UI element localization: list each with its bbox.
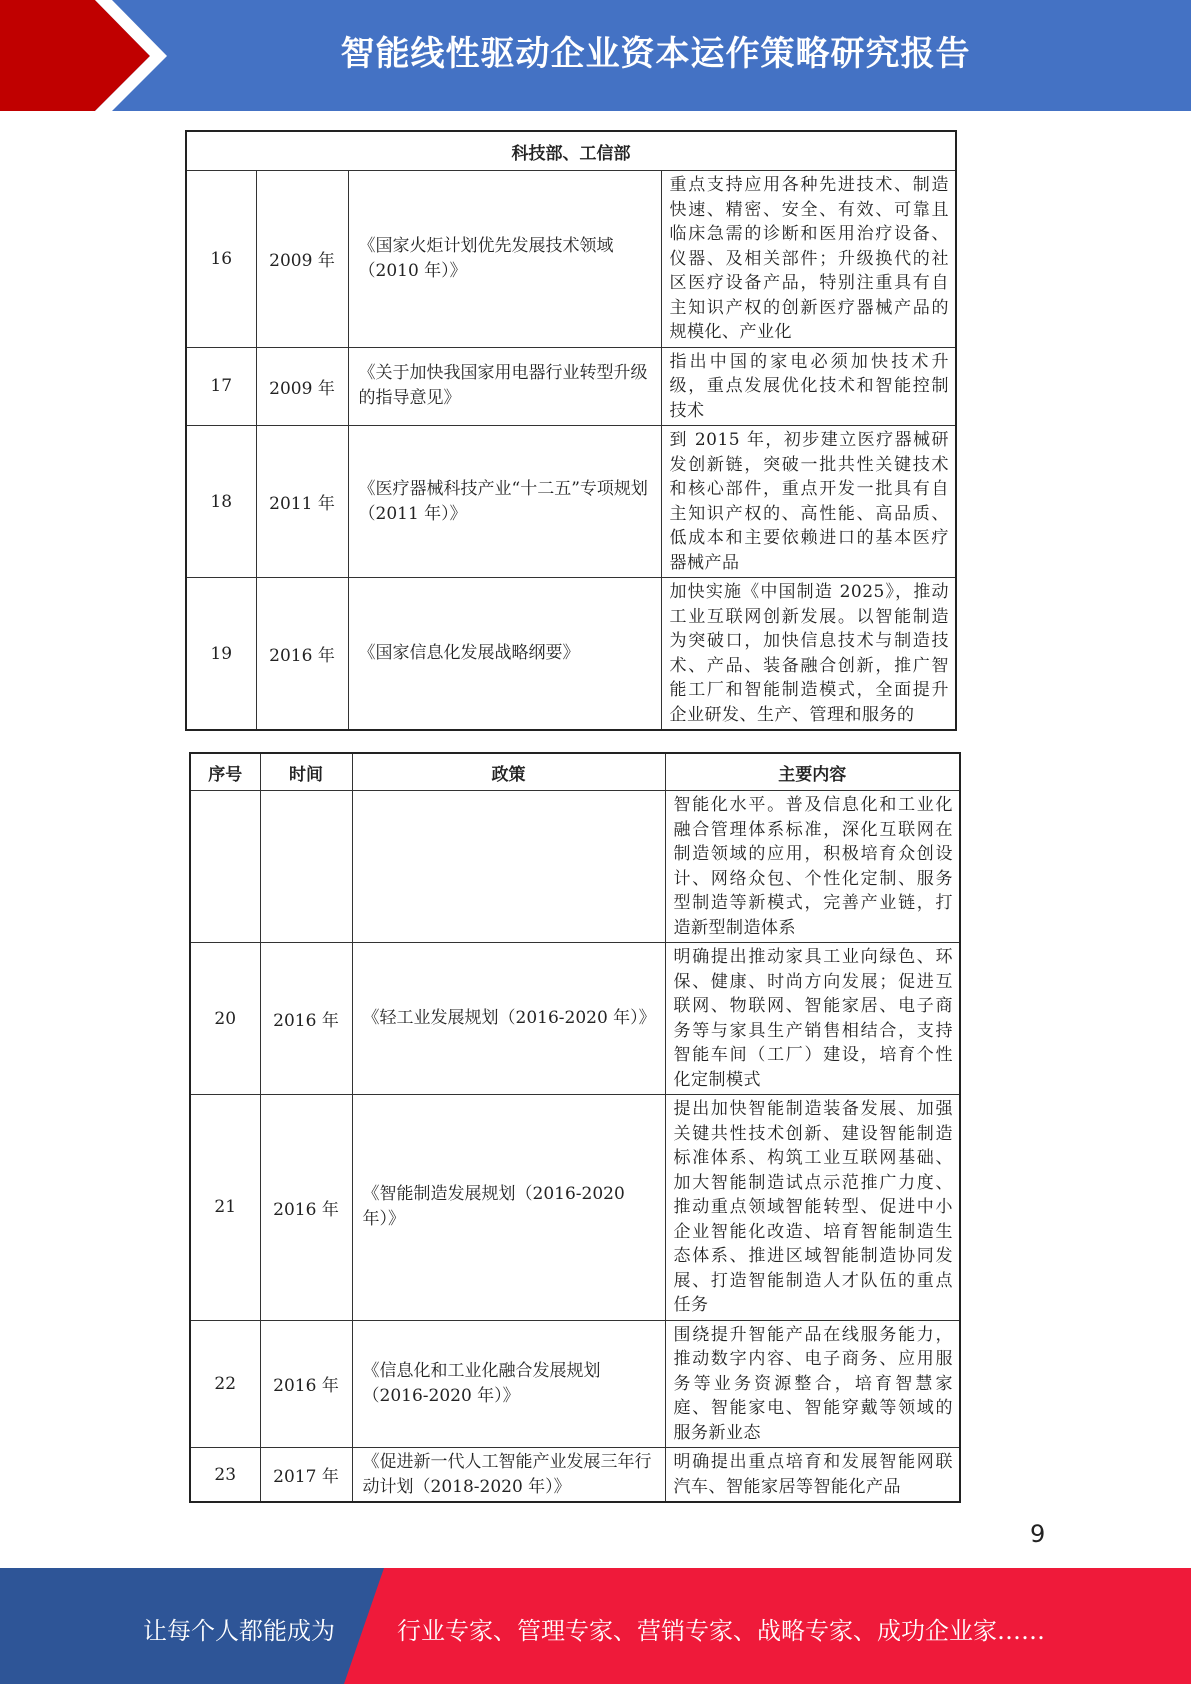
row-number: 23	[190, 1448, 260, 1503]
row-time: 2011 年	[256, 426, 348, 578]
row-number: 17	[186, 347, 256, 426]
row-content: 提出加快智能制造装备发展、加强关键共性技术创新、建设智能制造标准体系、构筑工业互联网基础、加大智能制造试点示范推广力度、推动重点领域智能转型、促进中小企业智能化改造、培育智能制造生态体系、推进区域智能制造协同发展、打造智能制造人才队伍的重点任务	[665, 1095, 960, 1321]
row-time: 2016 年	[256, 578, 348, 731]
row-number: 18	[186, 426, 256, 578]
row-policy: 《信息化和工业化融合发展规划（2016-2020 年）》	[352, 1320, 665, 1448]
table-row	[190, 1320, 960, 1448]
row-number: 22	[190, 1320, 260, 1448]
row-content: 到 2015 年，初步建立医疗器械研发创新链，突破一批共性关键技术和核心部件，重点开发一批具有自主知识产权的、高性能、高品质、低成本和主要依赖进口的基本医疗器械产品	[661, 426, 956, 578]
group-row	[186, 131, 956, 171]
report-footer	[0, 1568, 1191, 1684]
row-policy	[352, 791, 665, 943]
row-content: 明确提出推动家具工业向绿色、环保、健康、时尚方向发展；促进互联网、物联网、智能家居、电子商务等与家具生产销售相结合，支持智能车间（工厂）建设，培育个性化定制模式	[665, 943, 960, 1095]
row-policy: 《智能制造发展规划（2016-2020 年）》	[352, 1095, 665, 1321]
header-num: 序号	[190, 753, 260, 791]
report-header	[0, 0, 1191, 111]
table-row	[186, 578, 956, 731]
row-policy: 《医疗器械科技产业“十二五”专项规划（2011 年）》	[348, 426, 661, 578]
policy-table-continued	[185, 130, 957, 731]
report-title: 智能线性驱动企业资本运作策略研究报告	[340, 34, 971, 74]
header-policy: 政策	[352, 753, 665, 791]
row-policy: 《轻工业发展规划（2016-2020 年）》	[352, 943, 665, 1095]
row-time: 2009 年	[256, 347, 348, 426]
row-policy: 《国家信息化发展战略纲要》	[348, 578, 661, 731]
row-time: 2016 年	[260, 943, 352, 1095]
policy-table	[189, 752, 961, 1503]
row-number: 16	[186, 171, 256, 348]
row-time	[260, 791, 352, 943]
row-content: 围绕提升智能产品在线服务能力，推动数字内容、电子商务、应用服务等业务资源整合，培育智慧家庭、智能家电、智能穿戴等领域的服务新业态	[665, 1320, 960, 1448]
row-time: 2016 年	[260, 1320, 352, 1448]
footer-slogan-left: 让每个人都能成为	[143, 1617, 335, 1645]
table-row	[186, 426, 956, 578]
row-time: 2016 年	[260, 1095, 352, 1321]
table-row	[190, 1448, 960, 1503]
row-policy: 《促进新一代人工智能产业发展三年行动计划（2018-2020 年）》	[352, 1448, 665, 1503]
row-policy: 《关于加快我国家用电器行业转型升级的指导意见》	[348, 347, 661, 426]
row-content: 重点支持应用各种先进技术、制造快速、精密、安全、有效、可靠且临床急需的诊断和医用治疗设备、仪器、及相关部件；升级换代的社区医疗设备产品，特别注重具有自主知识产权的创新医疗器械产品的规模化、产业化	[661, 171, 956, 348]
row-policy: 《国家火炬计划优先发展技术领域（2010 年）》	[348, 171, 661, 348]
table-row	[190, 1095, 960, 1321]
row-content: 明确提出重点培育和发展智能网联汽车、智能家居等智能化产品	[665, 1448, 960, 1503]
header-content: 主要内容	[665, 753, 960, 791]
table-row	[190, 943, 960, 1095]
header-time: 时间	[260, 753, 352, 791]
row-content: 加快实施《中国制造 2025》，推动工业互联网创新发展。以智能制造为突破口，加快信息技术与制造技术、产品、装备融合创新，推广智能工厂和智能制造模式，全面提升企业研发、生产、管理和服务的	[661, 578, 956, 731]
footer-slogan-right: 行业专家、管理专家、营销专家、战略专家、成功企业家……	[397, 1617, 1045, 1645]
page-number: 9	[1030, 1520, 1046, 1548]
row-number: 19	[186, 578, 256, 731]
table-header-row	[190, 753, 960, 791]
row-number: 20	[190, 943, 260, 1095]
row-number	[190, 791, 260, 943]
row-number: 21	[190, 1095, 260, 1321]
group-label: 科技部、工信部	[186, 131, 956, 171]
row-content: 指出中国的家电必须加快技术升级，重点发展优化技术和智能控制技术	[661, 347, 956, 426]
table-row	[186, 171, 956, 348]
row-time: 2009 年	[256, 171, 348, 348]
table-row	[190, 791, 960, 943]
table-row	[186, 347, 956, 426]
row-content: 智能化水平。普及信息化和工业化融合管理体系标准，深化互联网在制造领域的应用，积极培育众创设计、网络众包、个性化定制、服务型制造等新模式，完善产业链，打造新型制造体系	[665, 791, 960, 943]
row-time: 2017 年	[260, 1448, 352, 1503]
